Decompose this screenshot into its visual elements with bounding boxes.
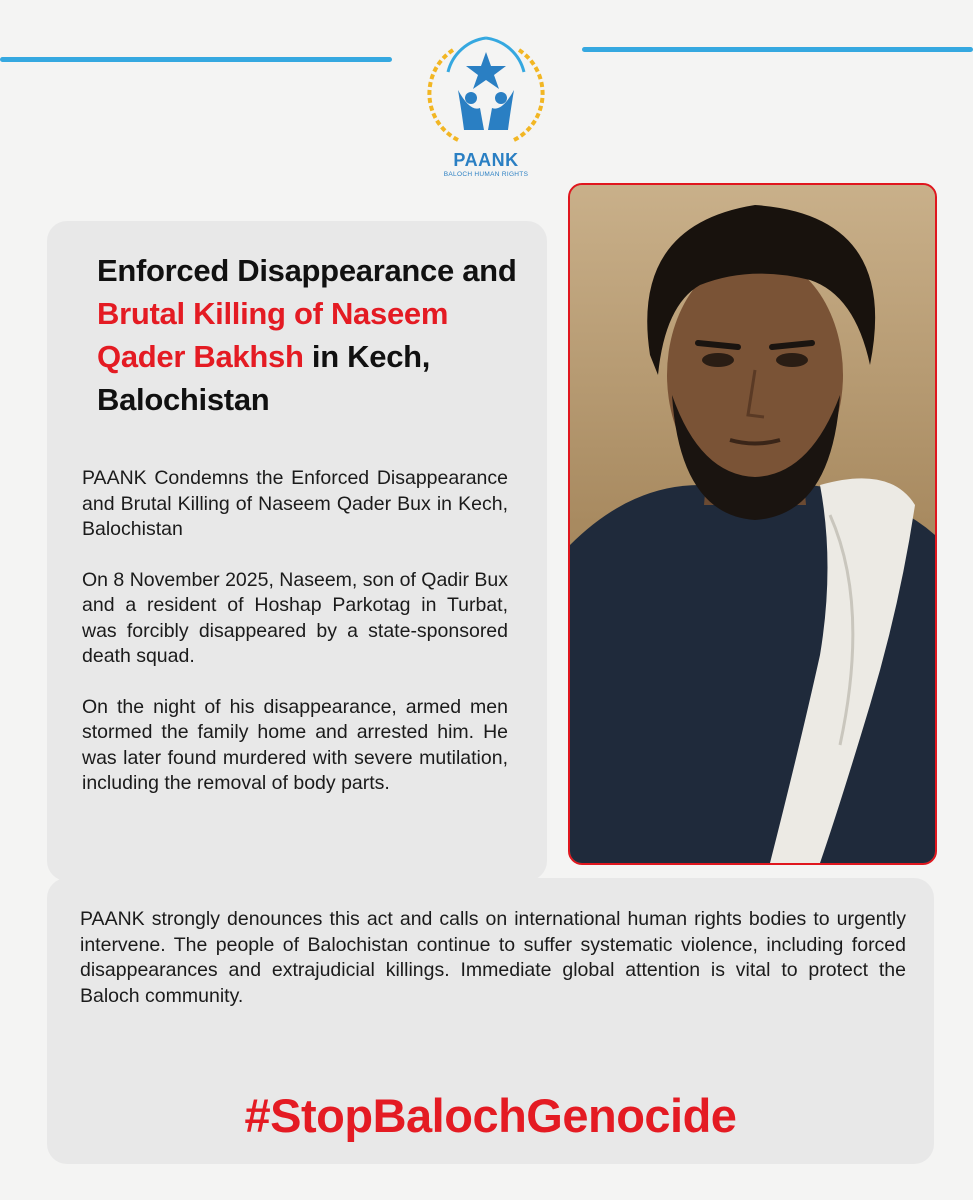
headline-part2: in Kech, Balochistan <box>97 339 431 417</box>
portrait-illustration <box>570 185 935 863</box>
logo-tagline: BALOCH HUMAN RIGHTS <box>443 171 529 178</box>
paragraph-events: On the night of his disappearance, armed men stormed the family home and arrested him. He was later found murdered with severe mutilation, including the removal of body parts. <box>82 695 508 794</box>
wreath-emblem-icon <box>418 22 554 150</box>
top-accent-line-left <box>0 57 392 62</box>
closing-statement: PAANK strongly denounces this act and calls on international human rights bodies to urgently intervene. The people of Balochistan continue to suffer systematic violence, including forced disappearances and extrajudicial killings. Immediate global attention is vital to protect the Baloch community. <box>80 908 906 1007</box>
logo-brand-name: PAANK <box>453 150 519 170</box>
paragraph-intro: PAANK Condemns the Enforced Disappearance and Brutal Killing of Naseem Qader Bux in Kech, Balochistan <box>82 467 508 540</box>
top-accent-line-right <box>582 47 973 52</box>
victim-photo <box>568 183 937 865</box>
paragraph-details: On 8 November 2025, Naseem, son of Qadir Bux and a resident of Hoshap Parkotag in Turbat, was forcibly disappeared by a state-sponsored death squad. <box>82 568 508 667</box>
headline <box>97 249 527 421</box>
article-body <box>82 466 508 822</box>
paank-logo <box>418 22 554 182</box>
headline-part1: Enforced Disappearance and <box>97 253 517 288</box>
headline-highlight: Brutal Killing of Naseem Qader Bakhsh <box>97 296 449 374</box>
campaign-hashtag: #StopBalochGenocide <box>244 1089 737 1142</box>
